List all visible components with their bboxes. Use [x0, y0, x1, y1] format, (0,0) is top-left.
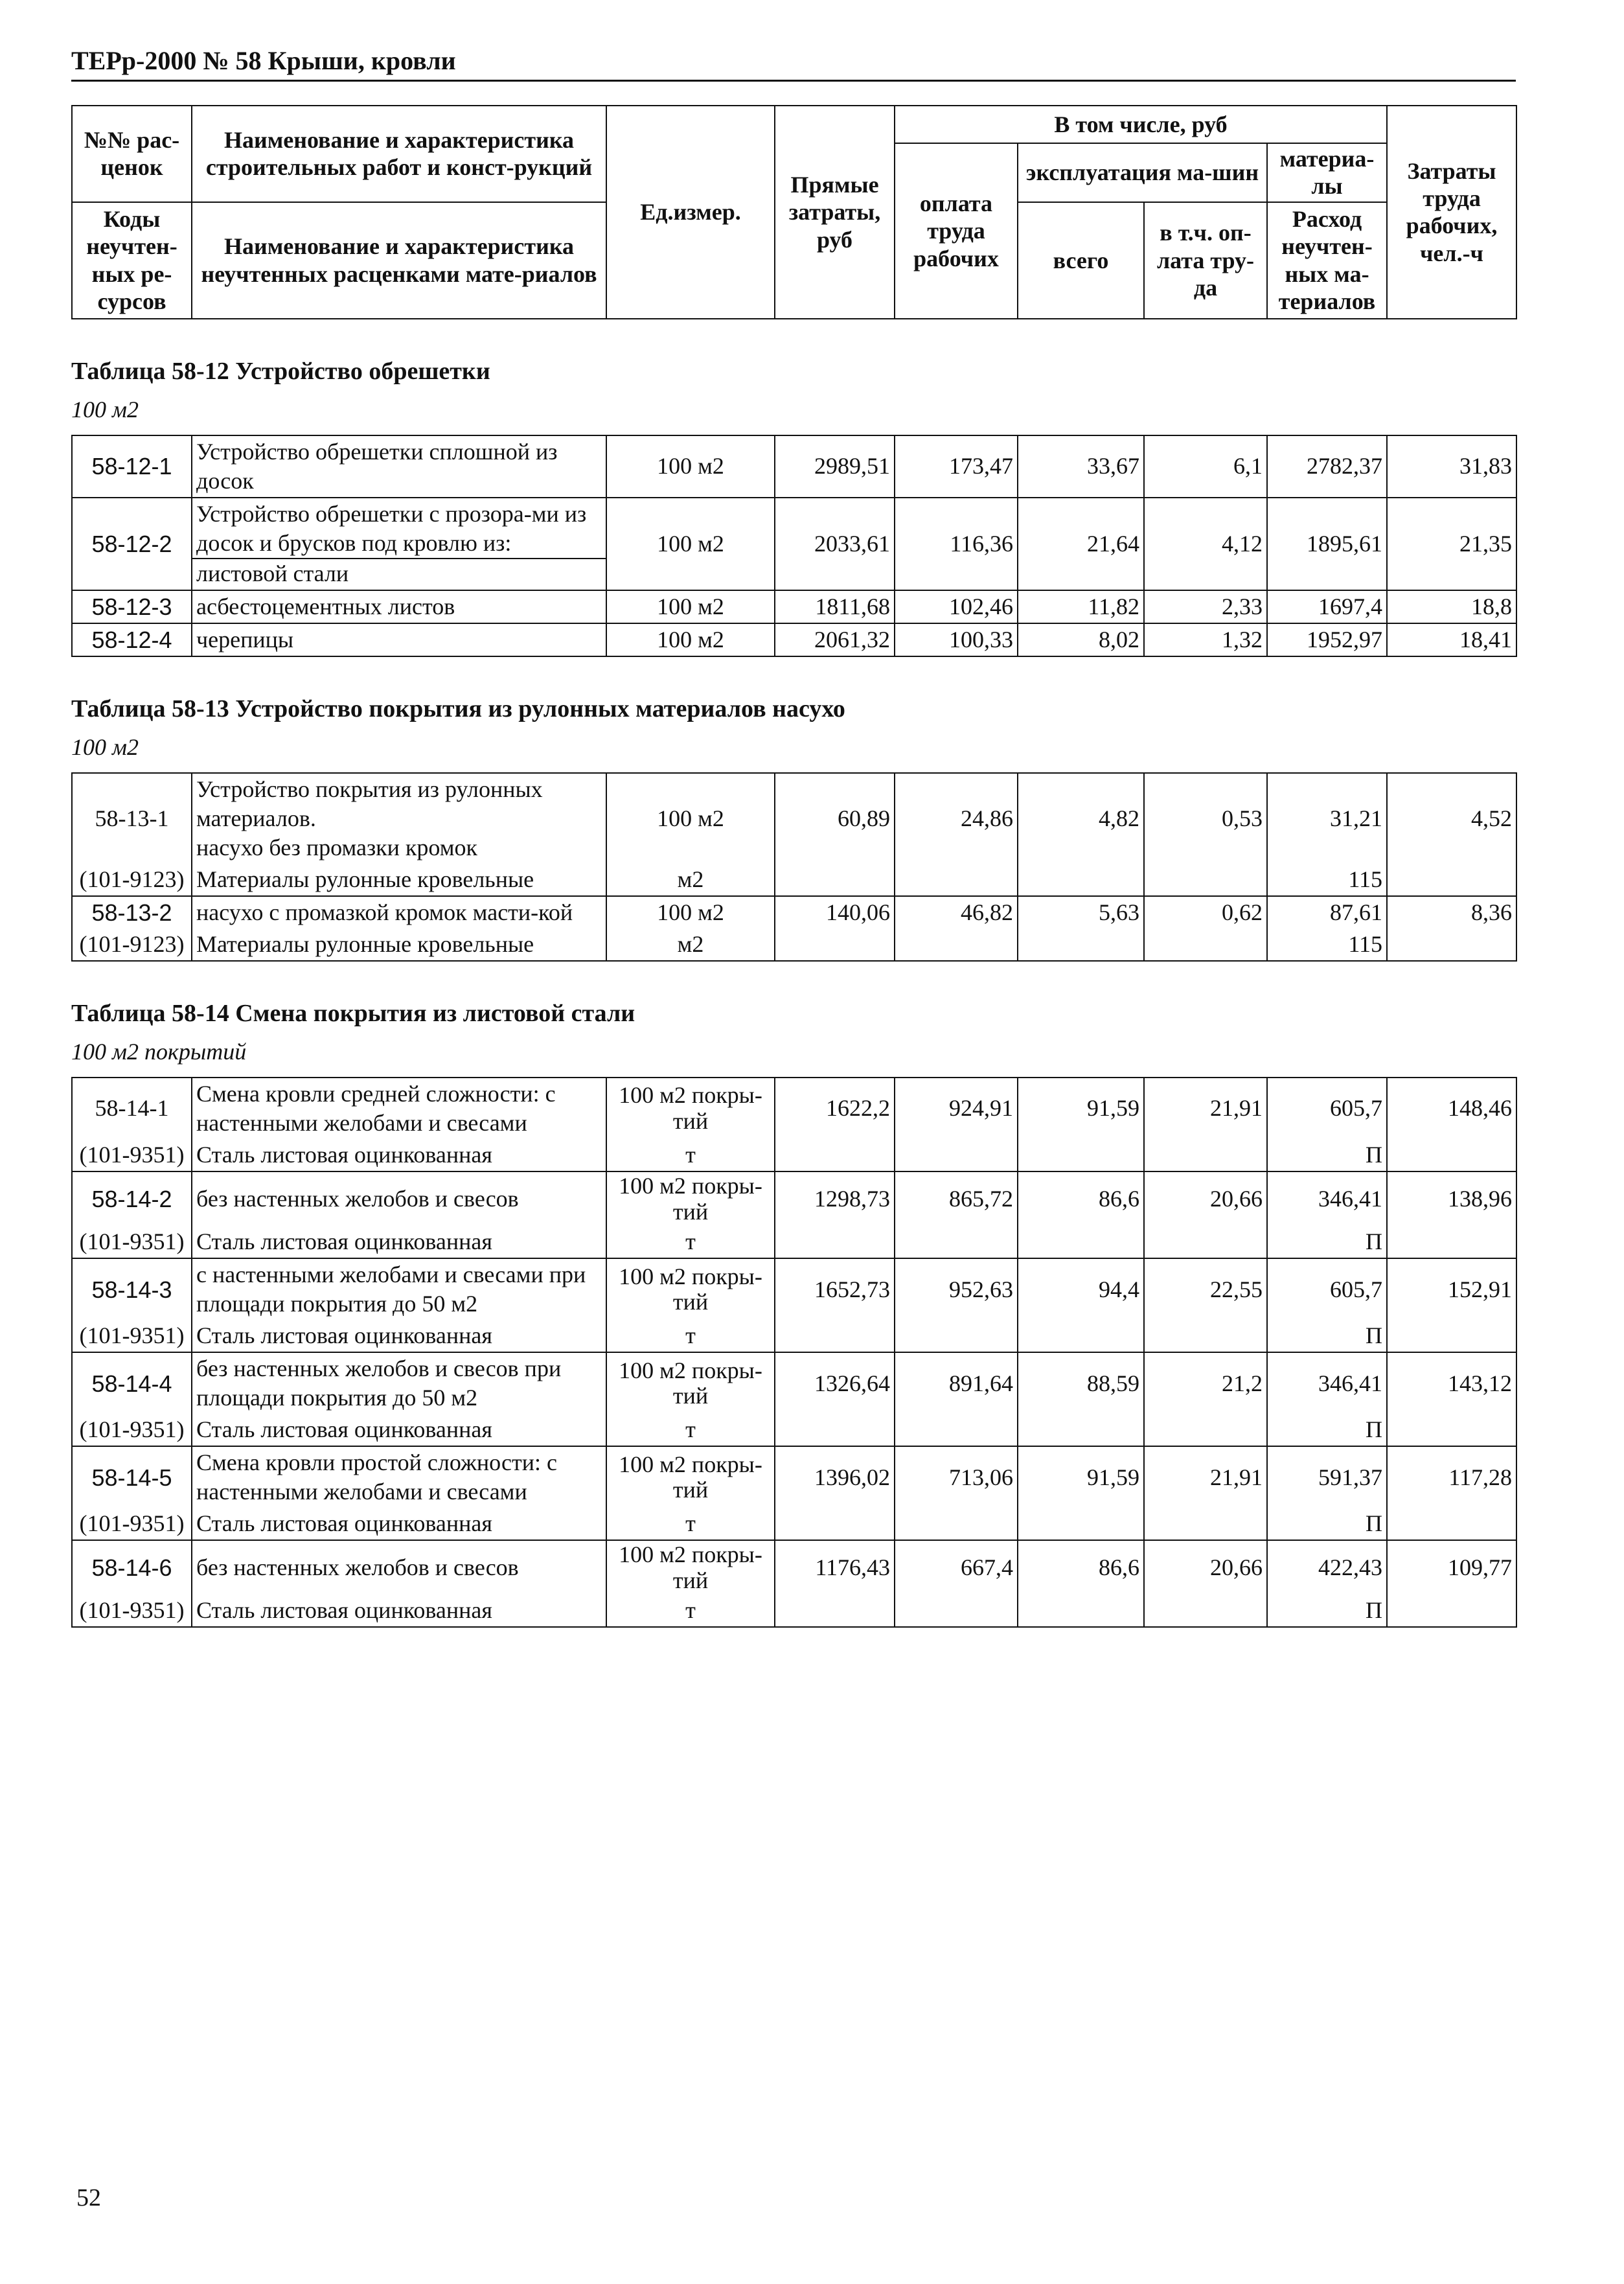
work-name-line: Устройство обрешетки с прозора-ми из досок и брусков под кровлю из:	[196, 500, 587, 556]
resource-quantity: 115	[1267, 929, 1387, 961]
resource-name: Сталь листовая оцинкованная	[192, 1226, 606, 1258]
wages: 116,36	[895, 498, 1018, 590]
table-58-14	[71, 1077, 1517, 1628]
resource-name: Сталь листовая оцинкованная	[192, 1595, 606, 1627]
work-name: без настенных желобов и свесов при площади покрытия до 50 м2	[192, 1352, 606, 1414]
rate-code: 58-14-4	[72, 1352, 192, 1414]
wages: 24,86	[895, 773, 1018, 864]
rate-code: 58-14-5	[72, 1446, 192, 1508]
header-name-bottom: Наименование и характеристика неучтенных расценками мате-риалов	[192, 202, 606, 319]
wages: 891,64	[895, 1352, 1018, 1414]
rate-code: 58-12-4	[72, 623, 192, 656]
resource-quantity: П	[1267, 1414, 1387, 1446]
direct-costs: 2061,32	[775, 623, 895, 656]
resource-unit: т	[606, 1226, 775, 1258]
rate-code: 58-14-1	[72, 1078, 192, 1139]
table-row	[72, 1078, 1516, 1139]
resource-row	[72, 864, 1516, 896]
direct-costs: 2989,51	[775, 435, 895, 498]
wages: 667,4	[895, 1540, 1018, 1595]
table-58-14-caption: Таблица 58-14 Смена покрытия из листовой стали	[71, 999, 635, 1027]
labor: 31,83	[1387, 435, 1516, 498]
unit: 100 м2 покры-тий	[606, 1540, 775, 1595]
machines-total: 8,02	[1018, 623, 1144, 656]
resource-unit: т	[606, 1139, 775, 1171]
machines-wages: 22,55	[1144, 1258, 1267, 1320]
table-row	[72, 1446, 1516, 1508]
direct-costs: 140,06	[775, 896, 895, 929]
resource-code: (101-9351)	[72, 1226, 192, 1258]
resource-code: (101-9351)	[72, 1414, 192, 1446]
header-materials: Расход неучтен-ных ма-териалов	[1267, 202, 1387, 319]
labor: 152,91	[1387, 1258, 1516, 1320]
machines-total: 11,82	[1018, 590, 1144, 623]
machines-total: 86,6	[1018, 1540, 1144, 1595]
resource-row	[72, 929, 1516, 961]
work-name-subline: насухо без промазки кромок	[196, 834, 478, 860]
rate-code: 58-13-1	[72, 773, 192, 864]
resource-quantity: П	[1267, 1508, 1387, 1540]
machines-total: 94,4	[1018, 1258, 1144, 1320]
resource-unit: м2	[606, 929, 775, 961]
resource-code: (101-9351)	[72, 1320, 192, 1352]
direct-costs: 60,89	[775, 773, 895, 864]
materials: 346,41	[1267, 1171, 1387, 1226]
labor: 4,52	[1387, 773, 1516, 864]
header-incl-group: В том числе, руб	[895, 106, 1387, 143]
table-row	[72, 1171, 1516, 1226]
work-name: асбестоцементных листов	[192, 590, 606, 623]
resource-quantity: 115	[1267, 864, 1387, 896]
column-header-table	[71, 105, 1517, 319]
resource-unit: т	[606, 1508, 775, 1540]
page-number: 52	[76, 2184, 101, 2211]
machines-wages: 6,1	[1144, 435, 1267, 498]
materials: 591,37	[1267, 1446, 1387, 1508]
resource-name: Сталь листовая оцинкованная	[192, 1139, 606, 1171]
work-name: без настенных желобов и свесов	[192, 1540, 606, 1595]
machines-total: 4,82	[1018, 773, 1144, 864]
work-name	[192, 498, 606, 590]
wages: 924,91	[895, 1078, 1018, 1139]
labor: 109,77	[1387, 1540, 1516, 1595]
resource-unit: т	[606, 1414, 775, 1446]
running-head: ТЕРр-2000 № 58 Крыши, кровли	[71, 45, 1516, 82]
unit: 100 м2	[606, 435, 775, 498]
direct-costs: 1176,43	[775, 1540, 895, 1595]
resource-row	[72, 1320, 1516, 1352]
rate-code: 58-13-2	[72, 896, 192, 929]
machines-total: 33,67	[1018, 435, 1144, 498]
unit: 100 м2	[606, 896, 775, 929]
direct-costs: 1298,73	[775, 1171, 895, 1226]
table-58-13	[71, 772, 1517, 962]
unit: 100 м2 покры-тий	[606, 1258, 775, 1320]
unit: 100 м2 покры-тий	[606, 1078, 775, 1139]
resource-row	[72, 1226, 1516, 1258]
table-58-12-unit: 100 м2	[71, 396, 139, 422]
resource-code: (101-9351)	[72, 1139, 192, 1171]
header-direct-costs: Прямые затраты, руб	[775, 106, 895, 319]
machines-wages: 4,12	[1144, 498, 1267, 590]
table-row	[72, 498, 1516, 590]
resource-quantity: П	[1267, 1139, 1387, 1171]
wages: 865,72	[895, 1171, 1018, 1226]
machines-wages: 2,33	[1144, 590, 1267, 623]
machines-wages: 1,32	[1144, 623, 1267, 656]
resource-row	[72, 1139, 1516, 1171]
table-58-12	[71, 435, 1517, 657]
machines-wages: 21,91	[1144, 1078, 1267, 1139]
resource-unit: т	[606, 1320, 775, 1352]
materials: 31,21	[1267, 773, 1387, 864]
machines-total: 21,64	[1018, 498, 1144, 590]
wages: 952,63	[895, 1258, 1018, 1320]
wages: 713,06	[895, 1446, 1018, 1508]
machines-total: 5,63	[1018, 896, 1144, 929]
rate-code: 58-14-3	[72, 1258, 192, 1320]
direct-costs: 1326,64	[775, 1352, 895, 1414]
work-name-line: Устройство покрытия из рулонных материалов.	[196, 776, 543, 831]
resource-name: Сталь листовая оцинкованная	[192, 1414, 606, 1446]
header-mach-wages: в т.ч. оп-лата тру-да	[1144, 202, 1267, 319]
materials: 1697,4	[1267, 590, 1387, 623]
table-58-13-caption: Таблица 58-13 Устройство покрытия из рулонных материалов насухо	[71, 695, 845, 722]
direct-costs: 1396,02	[775, 1446, 895, 1508]
unit: 100 м2 покры-тий	[606, 1446, 775, 1508]
labor: 18,8	[1387, 590, 1516, 623]
wages: 173,47	[895, 435, 1018, 498]
table-row	[72, 623, 1516, 656]
header-materials-group: материа-лы	[1267, 143, 1387, 202]
direct-costs: 1811,68	[775, 590, 895, 623]
table-58-13-unit: 100 м2	[71, 733, 139, 760]
materials: 605,7	[1267, 1258, 1387, 1320]
unit: 100 м2	[606, 590, 775, 623]
unit: 100 м2 покры-тий	[606, 1352, 775, 1414]
work-name: без настенных желобов и свесов	[192, 1171, 606, 1226]
work-name: Устройство обрешетки сплошной из досок	[192, 435, 606, 498]
machines-total: 88,59	[1018, 1352, 1144, 1414]
resource-row	[72, 1414, 1516, 1446]
machines-total: 86,6	[1018, 1171, 1144, 1226]
rate-code: 58-12-3	[72, 590, 192, 623]
labor: 143,12	[1387, 1352, 1516, 1414]
table-row	[72, 1258, 1516, 1320]
materials: 346,41	[1267, 1352, 1387, 1414]
work-name: насухо с промазкой кромок масти-кой	[192, 896, 606, 929]
materials: 422,43	[1267, 1540, 1387, 1595]
direct-costs: 1652,73	[775, 1258, 895, 1320]
resource-name: Материалы рулонные кровельные	[192, 929, 606, 961]
unit: 100 м2	[606, 623, 775, 656]
wages: 102,46	[895, 590, 1018, 623]
header-unit: Ед.измер.	[606, 106, 775, 319]
labor: 21,35	[1387, 498, 1516, 590]
materials: 1952,97	[1267, 623, 1387, 656]
resource-name: Сталь листовая оцинкованная	[192, 1320, 606, 1352]
resource-quantity: П	[1267, 1226, 1387, 1258]
header-labor: Затраты труда рабочих, чел.-ч	[1387, 106, 1516, 319]
labor: 117,28	[1387, 1446, 1516, 1508]
machines-wages: 20,66	[1144, 1540, 1267, 1595]
rate-code: 58-14-6	[72, 1540, 192, 1595]
document-page	[71, 45, 1516, 1628]
labor: 18,41	[1387, 623, 1516, 656]
wages: 46,82	[895, 896, 1018, 929]
resource-quantity: П	[1267, 1595, 1387, 1627]
materials: 1895,61	[1267, 498, 1387, 590]
wages: 100,33	[895, 623, 1018, 656]
table-row	[72, 590, 1516, 623]
table-row	[72, 773, 1516, 864]
labor: 148,46	[1387, 1078, 1516, 1139]
header-machines-group: эксплуатация ма-шин	[1018, 143, 1267, 202]
direct-costs: 2033,61	[775, 498, 895, 590]
resource-code: (101-9351)	[72, 1595, 192, 1627]
resource-code: (101-9351)	[72, 1508, 192, 1540]
labor: 138,96	[1387, 1171, 1516, 1226]
header-wages: оплата труда рабочих	[895, 143, 1018, 319]
work-name	[192, 773, 606, 864]
machines-total: 91,59	[1018, 1078, 1144, 1139]
machines-wages: 0,53	[1144, 773, 1267, 864]
rate-code: 58-12-2	[72, 498, 192, 590]
rate-code: 58-14-2	[72, 1171, 192, 1226]
materials: 2782,37	[1267, 435, 1387, 498]
resource-unit: м2	[606, 864, 775, 896]
resource-row	[72, 1508, 1516, 1540]
work-name-subline: листовой стали	[192, 558, 606, 588]
machines-wages: 0,62	[1144, 896, 1267, 929]
unit: 100 м2	[606, 773, 775, 864]
materials: 87,61	[1267, 896, 1387, 929]
table-row	[72, 435, 1516, 498]
labor: 8,36	[1387, 896, 1516, 929]
direct-costs: 1622,2	[775, 1078, 895, 1139]
machines-wages: 20,66	[1144, 1171, 1267, 1226]
header-codes-bottom: Коды неучтен-ных ре-сурсов	[72, 202, 192, 319]
machines-total: 91,59	[1018, 1446, 1144, 1508]
machines-wages: 21,91	[1144, 1446, 1267, 1508]
materials: 605,7	[1267, 1078, 1387, 1139]
machines-wages: 21,2	[1144, 1352, 1267, 1414]
table-58-14-unit: 100 м2 покрытий	[71, 1038, 247, 1065]
table-row	[72, 1540, 1516, 1595]
table-58-12-caption: Таблица 58-12 Устройство обрешетки	[71, 357, 490, 385]
header-codes-top: №№ рас-ценок	[72, 106, 192, 202]
table-row	[72, 896, 1516, 929]
resource-code: (101-9123)	[72, 929, 192, 961]
work-name: с настенными желобами и свесами при площади покрытия до 50 м2	[192, 1258, 606, 1320]
header-name-top: Наименование и характеристика строительных работ и конст-рукций	[192, 106, 606, 202]
header-mach-total: всего	[1018, 202, 1144, 319]
resource-code: (101-9123)	[72, 864, 192, 896]
resource-row	[72, 1595, 1516, 1627]
resource-name: Материалы рулонные кровельные	[192, 864, 606, 896]
work-name: черепицы	[192, 623, 606, 656]
table-row	[72, 1352, 1516, 1414]
rate-code: 58-12-1	[72, 435, 192, 498]
unit: 100 м2	[606, 498, 775, 590]
resource-unit: т	[606, 1595, 775, 1627]
unit: 100 м2 покры-тий	[606, 1171, 775, 1226]
resource-quantity: П	[1267, 1320, 1387, 1352]
work-name: Смена кровли средней сложности: с настенными желобами и свесами	[192, 1078, 606, 1139]
resource-name: Сталь листовая оцинкованная	[192, 1508, 606, 1540]
work-name: Смена кровли простой сложности: с настенными желобами и свесами	[192, 1446, 606, 1508]
